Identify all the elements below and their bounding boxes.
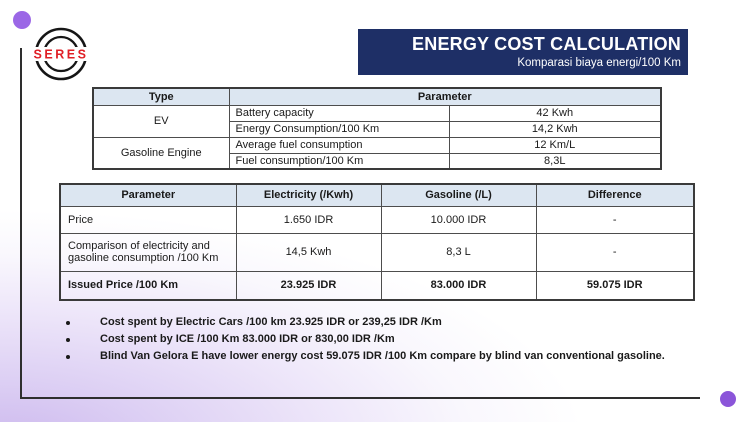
seres-logo-text: SERES	[33, 47, 89, 62]
cost-gasoline: 83.000 IDR	[381, 271, 536, 300]
spec-value: 42 Kwh	[449, 105, 661, 121]
title-bar	[358, 29, 688, 75]
table-row	[60, 233, 694, 271]
bullet-icon	[66, 355, 70, 359]
bullet-icon	[66, 321, 70, 325]
table-row	[93, 105, 661, 121]
spec-value: 8,3L	[449, 153, 661, 169]
cost-gasoline: 10.000 IDR	[381, 206, 536, 233]
bullet-icon	[66, 338, 70, 342]
cost-table-header-row	[60, 184, 694, 206]
spec-value: 12 Km/L	[449, 137, 661, 153]
table-row	[93, 137, 661, 153]
page-subtitle: Komparasi biaya energi/100 Km	[517, 57, 681, 69]
cost-difference: -	[536, 233, 694, 271]
cost-electricity: 14,5 Kwh	[236, 233, 381, 271]
list-item	[63, 314, 695, 331]
list-item	[63, 331, 695, 348]
cost-header-electricity: Electricity (/Kwh)	[236, 184, 381, 206]
cost-difference: -	[536, 206, 694, 233]
spec-value: 14,2 Kwh	[449, 121, 661, 137]
list-item	[63, 348, 695, 365]
spec-param: Battery capacity	[229, 105, 449, 121]
spec-header-parameter: Parameter	[229, 88, 661, 105]
cost-param: Comparison of electricity and gasoline consumption /100 Km	[60, 233, 236, 271]
spec-table-header-row	[93, 88, 661, 105]
cost-param: Price	[60, 206, 236, 233]
seres-logo-icon	[28, 23, 94, 87]
spec-param: Average fuel consumption	[229, 137, 449, 153]
spec-group-ev: EV	[93, 105, 229, 137]
cost-table	[59, 183, 695, 301]
note-text: Cost spent by Electric Cars /100 km 23.925 IDR or 239,25 IDR /Km	[100, 316, 442, 328]
cost-header-difference: Difference	[536, 184, 694, 206]
note-text: Cost spent by ICE /100 Km 83.000 IDR or 830,00 IDR /Km	[100, 333, 395, 345]
frame-left-line	[20, 48, 22, 398]
table-row	[60, 206, 694, 233]
cost-param: Issued Price /100 Km	[60, 271, 236, 300]
cost-electricity: 1.650 IDR	[236, 206, 381, 233]
cost-header-gasoline: Gasoline (/L)	[381, 184, 536, 206]
spec-param: Energy Consumption/100 Km	[229, 121, 449, 137]
cost-gasoline: 8,3 L	[381, 233, 536, 271]
notes-list	[63, 314, 695, 365]
table-row	[60, 271, 694, 300]
spec-group-gasoline: Gasoline Engine	[93, 137, 229, 169]
spec-header-type: Type	[93, 88, 229, 105]
cost-difference: 59.075 IDR	[536, 271, 694, 300]
spec-param: Fuel consumption/100 Km	[229, 153, 449, 169]
decor-dot-bottom-right	[720, 391, 736, 407]
cost-header-parameter: Parameter	[60, 184, 236, 206]
frame-bottom-line	[20, 397, 700, 399]
spec-table	[92, 87, 662, 170]
page-title: ENERGY COST CALCULATION	[412, 34, 681, 54]
cost-electricity: 23.925 IDR	[236, 271, 381, 300]
note-text: Blind Van Gelora E have lower energy cost 59.075 IDR /100 Km compare by blind van conventional gasoline.	[100, 350, 665, 362]
